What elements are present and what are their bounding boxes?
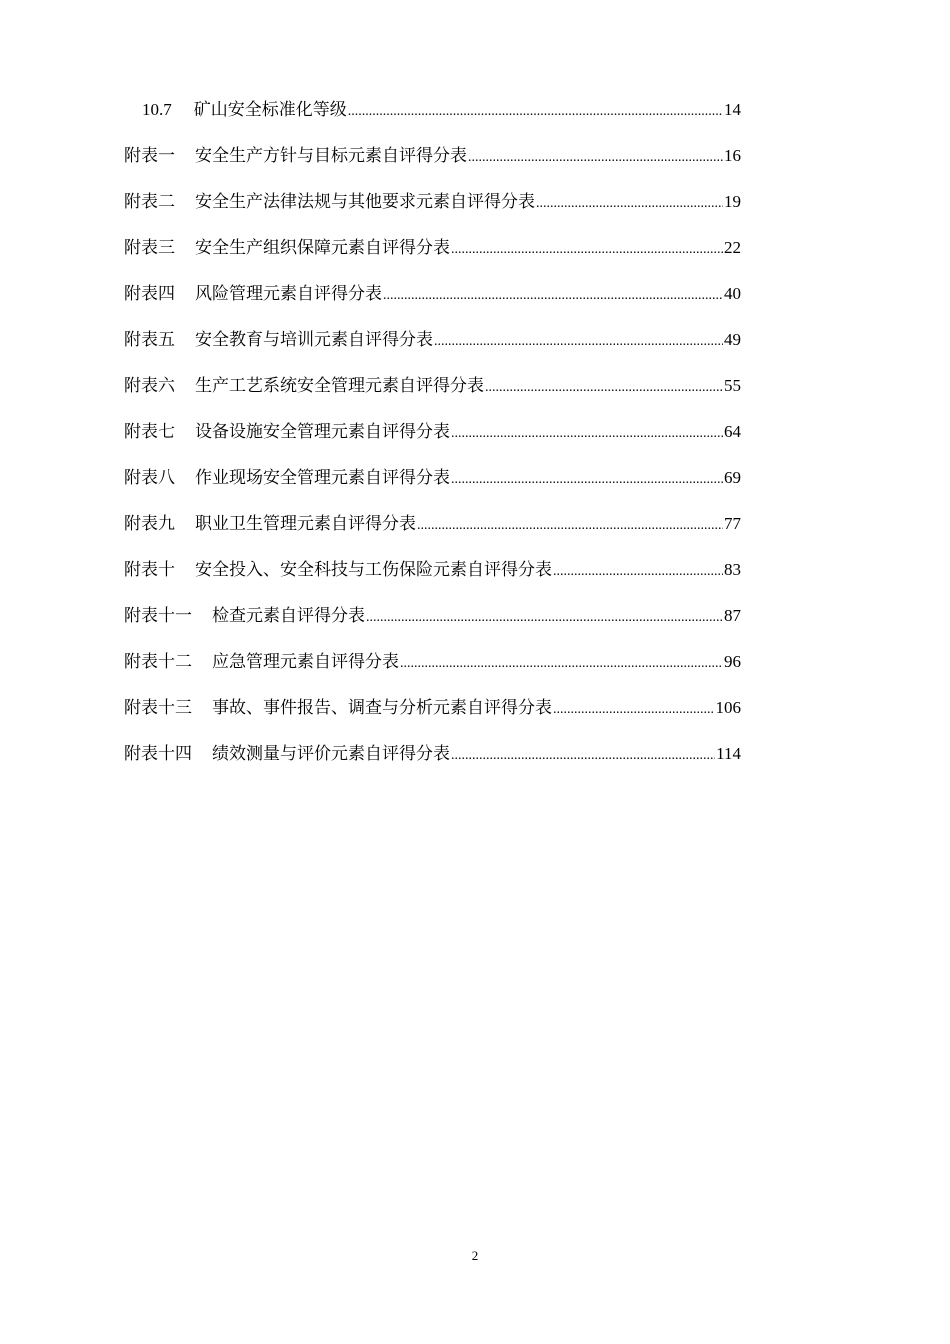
toc-entry[interactable] xyxy=(124,740,741,786)
toc-entry-number: 附表一 xyxy=(124,146,175,166)
toc-entry-title: 应急管理元素自评得分表 xyxy=(212,652,399,672)
toc-dot-leader xyxy=(451,420,723,448)
toc-entry-title: 风险管理元素自评得分表 xyxy=(195,284,382,304)
toc-entry[interactable] xyxy=(124,556,741,602)
toc-entry-page: 83 xyxy=(724,560,741,579)
toc-entry-number: 附表四 xyxy=(124,284,175,304)
toc-entry[interactable] xyxy=(124,188,741,234)
toc-entry-title: 矿山安全标准化等级 xyxy=(193,100,347,120)
toc-entry-title: 安全生产法律法规与其他要求元素自评得分表 xyxy=(195,192,535,212)
toc-entry[interactable] xyxy=(124,326,741,372)
toc-entry-number: 附表七 xyxy=(124,422,175,442)
toc-entry-number: 附表十三 xyxy=(124,698,192,718)
toc-entry-page: 49 xyxy=(724,330,741,349)
toc-dot-leader xyxy=(451,466,723,494)
toc-entry-page: 87 xyxy=(724,606,741,625)
toc-entry-number: 附表五 xyxy=(124,330,175,350)
toc-entry-title: 职业卫生管理元素自评得分表 xyxy=(195,514,416,534)
toc-dot-leader xyxy=(451,236,723,264)
toc-entry-title: 设备设施安全管理元素自评得分表 xyxy=(195,422,450,442)
page-number: 2 xyxy=(471,1248,479,1263)
toc-entry-page: 64 xyxy=(724,422,741,441)
toc-entry-page: 106 xyxy=(715,698,741,717)
toc-entry[interactable] xyxy=(124,648,741,694)
toc-entry-page: 40 xyxy=(724,284,741,303)
toc-entry-page: 96 xyxy=(724,652,741,671)
toc-entry-title: 安全教育与培训元素自评得分表 xyxy=(195,330,433,350)
toc-dot-leader xyxy=(451,742,715,770)
toc-entry-title: 事故、事件报告、调查与分析元素自评得分表 xyxy=(212,698,552,718)
toc-entry[interactable] xyxy=(124,694,741,740)
toc-entry[interactable] xyxy=(124,418,741,464)
toc-entry-number: 附表三 xyxy=(124,238,175,258)
toc-entry-number: 附表二 xyxy=(124,192,175,212)
toc-entry[interactable] xyxy=(124,234,741,280)
toc-entry-number: 附表九 xyxy=(124,514,175,534)
toc-entry-title: 安全投入、安全科技与工伤保险元素自评得分表 xyxy=(195,560,552,580)
toc-dot-leader xyxy=(417,512,723,540)
toc-entry-number: 附表十二 xyxy=(124,652,192,672)
toc-dot-leader xyxy=(485,374,723,402)
toc-entry-number: 附表十四 xyxy=(124,744,192,764)
toc-entry-title: 安全生产方针与目标元素自评得分表 xyxy=(195,146,467,166)
toc-entry-page: 14 xyxy=(724,100,741,119)
toc-entry[interactable] xyxy=(124,142,741,188)
toc-entry[interactable] xyxy=(124,280,741,326)
toc-entry[interactable] xyxy=(124,602,741,648)
toc-entry-page: 69 xyxy=(724,468,741,487)
toc-dot-leader xyxy=(383,282,723,310)
toc-entry-title: 安全生产组织保障元素自评得分表 xyxy=(195,238,450,258)
toc-entry-page: 22 xyxy=(724,238,741,257)
toc-dot-leader xyxy=(553,558,723,586)
toc-dot-leader xyxy=(468,144,723,172)
toc-entry[interactable] xyxy=(124,372,741,418)
toc-dot-leader xyxy=(434,328,723,356)
toc-entry-title: 绩效测量与评价元素自评得分表 xyxy=(212,744,450,764)
table-of-contents xyxy=(124,96,741,786)
toc-entry-number: 附表八 xyxy=(124,468,175,488)
toc-entry-title: 检查元素自评得分表 xyxy=(212,606,365,626)
toc-entry[interactable] xyxy=(124,464,741,510)
toc-dot-leader xyxy=(400,650,723,678)
toc-dot-leader xyxy=(348,98,723,126)
toc-dot-leader xyxy=(553,696,715,724)
toc-entry-page: 55 xyxy=(724,376,741,395)
toc-entry-page: 77 xyxy=(724,514,741,533)
toc-entry-page: 16 xyxy=(724,146,741,165)
toc-entry-number: 附表十一 xyxy=(124,606,192,626)
toc-dot-leader xyxy=(536,190,723,218)
toc-entry-number: 附表十 xyxy=(124,560,175,580)
toc-entry-title: 作业现场安全管理元素自评得分表 xyxy=(195,468,450,488)
toc-entry[interactable] xyxy=(124,510,741,556)
toc-entry-page: 114 xyxy=(716,744,741,763)
toc-dot-leader xyxy=(366,604,723,632)
toc-entry-page: 19 xyxy=(724,192,741,211)
toc-entry-number: 附表六 xyxy=(124,376,175,396)
toc-entry-title: 生产工艺系统安全管理元素自评得分表 xyxy=(195,376,484,396)
toc-entry[interactable] xyxy=(124,96,741,142)
toc-entry-number: 10.7 xyxy=(142,100,172,119)
